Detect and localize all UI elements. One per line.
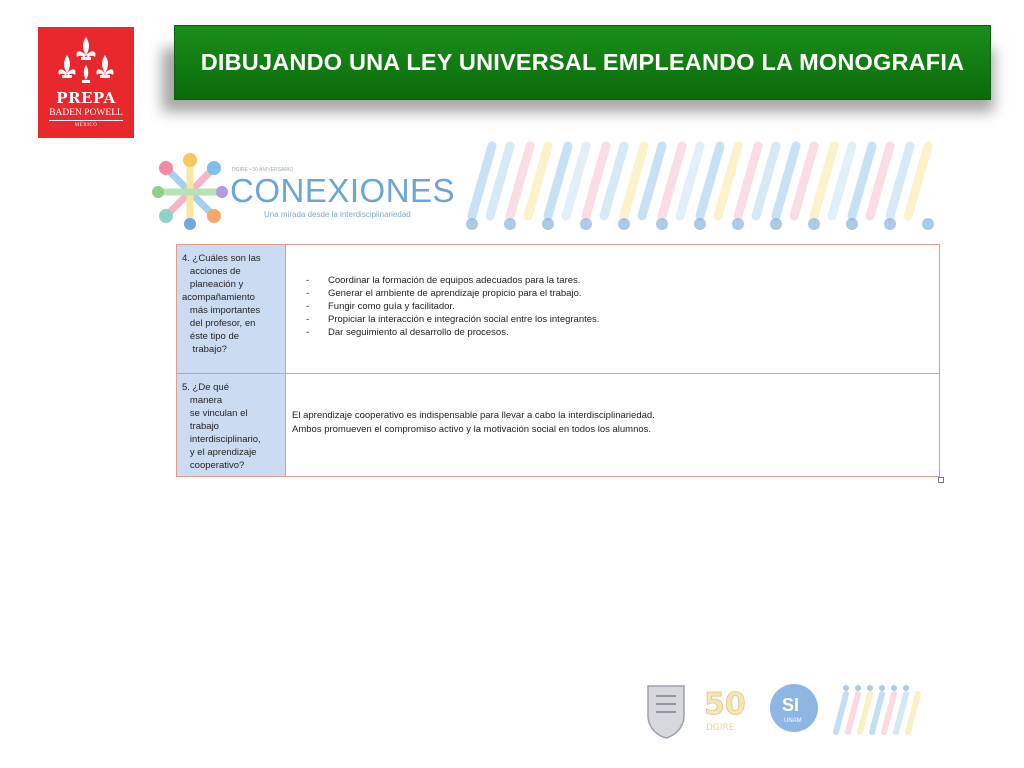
network-icon (152, 152, 228, 232)
list-item (306, 287, 929, 300)
answer-item-text: Fungir como guía y facilitador. (328, 301, 455, 312)
list-item (306, 313, 929, 326)
answer-line: El aprendizaje cooperativo es indispensable para llevar a cabo la interdisciplinariedad. (292, 410, 655, 421)
svg-text:50: 50 (704, 687, 746, 722)
question-cell (177, 374, 286, 477)
table-row (177, 245, 940, 374)
answer-cell (286, 374, 940, 477)
decorative-stripes (462, 136, 937, 236)
question-line: se vinculan el (182, 408, 248, 419)
question-line: éste tipo de (182, 331, 240, 342)
dgire-50-icon (704, 687, 746, 733)
dash-bullet: - (306, 327, 310, 338)
footer-logos (642, 680, 932, 740)
logo-line2: BADEN POWELL (49, 108, 123, 121)
svg-text:UNAM: UNAM (784, 718, 802, 724)
conexiones-logo (152, 150, 456, 232)
answer-item-text: Propiciar la interacción e integración social entre los integrantes. (328, 314, 600, 325)
answer-cell (286, 245, 940, 374)
list-item (306, 274, 929, 287)
list-item (306, 326, 929, 339)
answer-list (306, 274, 929, 339)
question-line: del profesor, en (182, 318, 256, 329)
answer-item-text: Coordinar la formación de equipos adecuados para la tares. (328, 275, 581, 286)
question-line: y el aprendizaje (182, 447, 257, 458)
logo-line1: PREPA (56, 89, 116, 107)
qa-table (176, 244, 940, 477)
conexiones-tagline: Una mirada desde la interdisciplinariedad (264, 210, 411, 219)
unam-seal-icon (648, 686, 684, 738)
answer-line: Ambos promueven el compromiso activo y la motivación social en todos los alumnos. (292, 424, 652, 435)
conexiones-small-text: DGIRE • 50 ANIVERSARIO (232, 167, 294, 173)
dash-bullet: - (306, 301, 310, 312)
page-title: DIBUJANDO UNA LEY UNIVERSAL EMPLEANDO LA MONOGRAFIA (200, 49, 965, 75)
question-line: trabajo (182, 421, 219, 432)
answer-item-text: Generar el ambiente de aprendizaje propicio para el trabajo. (328, 288, 582, 299)
resize-handle[interactable] (938, 477, 944, 483)
svg-text:SI: SI (782, 695, 800, 715)
question-line: cooperativo? (182, 460, 245, 471)
logo-line3: MÉXICO (74, 123, 98, 128)
si-unam-icon (770, 684, 818, 732)
question-line: planeación y (182, 279, 244, 290)
conexiones-word: CONEXIONES (230, 172, 456, 209)
question-line: acciones de (182, 266, 241, 277)
question-cell (177, 245, 286, 374)
svg-text:DGIRE: DGIRE (706, 723, 735, 733)
list-item (306, 300, 929, 313)
prepa-baden-powell-logo (38, 27, 134, 138)
footer-logo-strip (642, 680, 932, 740)
dash-bullet: - (306, 314, 310, 325)
question-line: más importantes (182, 305, 261, 316)
dash-bullet: - (306, 288, 310, 299)
mini-stripes-icon (836, 694, 918, 732)
question-line: 5. ¿De qué (182, 382, 229, 393)
title-bar (174, 25, 991, 100)
question-line: interdisciplinario, (182, 434, 261, 445)
dash-bullet: - (306, 275, 310, 286)
answer-item-text: Dar seguimiento al desarrollo de procesos. (328, 327, 509, 338)
table-row (177, 374, 940, 477)
fleur-de-lis-icon (55, 35, 117, 87)
question-line: trabajo? (182, 344, 227, 355)
question-line: manera (182, 395, 223, 406)
question-line: acompañamiento (182, 292, 255, 303)
question-line: 4. ¿Cuáles son las (182, 253, 261, 264)
